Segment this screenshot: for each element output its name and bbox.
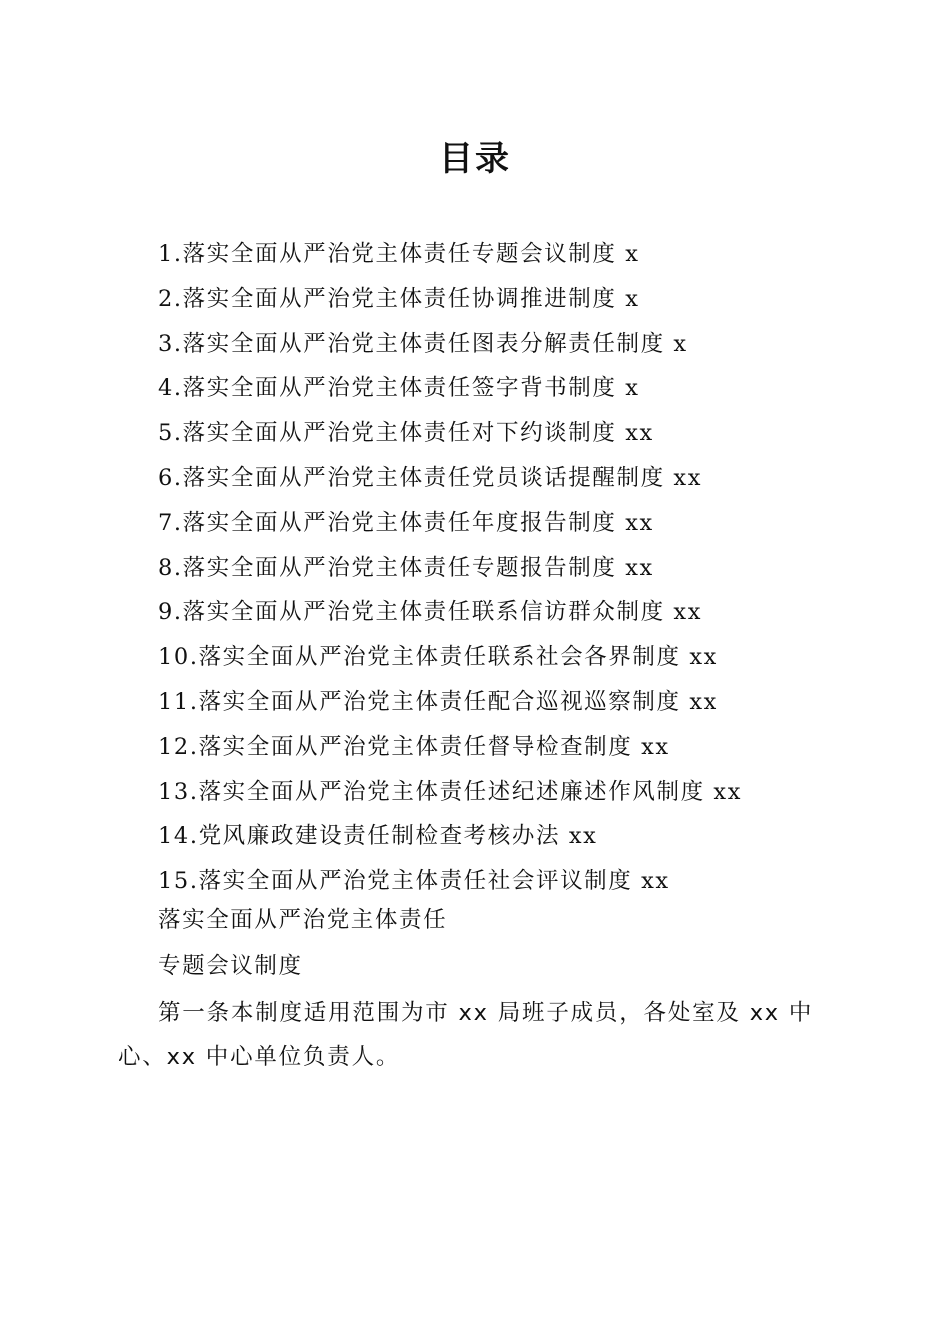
toc-item: 9.落实全面从严治党主体责任联系信访群众制度 xx [158,599,702,626]
toc-item: 11.落实全面从严治党主体责任配合巡视巡察制度 xx [158,688,718,715]
toc-item: 13.落实全面从严治党主体责任述纪述廉述作风制度 xx [158,778,743,805]
toc-item: 4.落实全面从严治党主体责任签字背书制度 x [158,375,640,402]
section-heading: 落实全面从严治党主体责任 [158,907,448,933]
toc-item: 15.落实全面从严治党主体责任社会评议制度 xx [158,868,670,895]
page-title: 目录 [439,139,511,179]
toc-item: 8.落实全面从严治党主体责任专题报告制度 xx [158,554,654,581]
toc-item: 10.落实全面从严治党主体责任联系社会各界制度 xx [158,644,718,671]
toc-item: 1.落实全面从严治党主体责任专题会议制度 x [158,241,640,267]
toc-item: 2.落实全面从严治党主体责任协调推进制度 x [158,285,640,312]
toc-item: 6.落实全面从严治党主体责任党员谈话提醒制度 xx [158,464,702,491]
toc-item: 12.落实全面从严治党主体责任督导检查制度 xx [158,733,670,760]
toc-item: 3.落实全面从严治党主体责任图表分解责任制度 x [158,330,688,357]
section-subheading: 专题会议制度 [158,953,303,979]
toc-item: 7.落实全面从严治党主体责任年度报告制度 xx [158,509,654,536]
table-of-contents [158,232,742,904]
toc-item: 14.党风廉政建设责任制检查考核办法 xx [158,823,598,850]
toc-item: 5.落实全面从严治党主体责任对下约谈制度 xx [158,420,654,447]
article-paragraph: 第一条本制度适用范围为市 xx 局班子成员，各处室及 xx 中心、xx 中心单位负责人。 [118,1000,814,1070]
